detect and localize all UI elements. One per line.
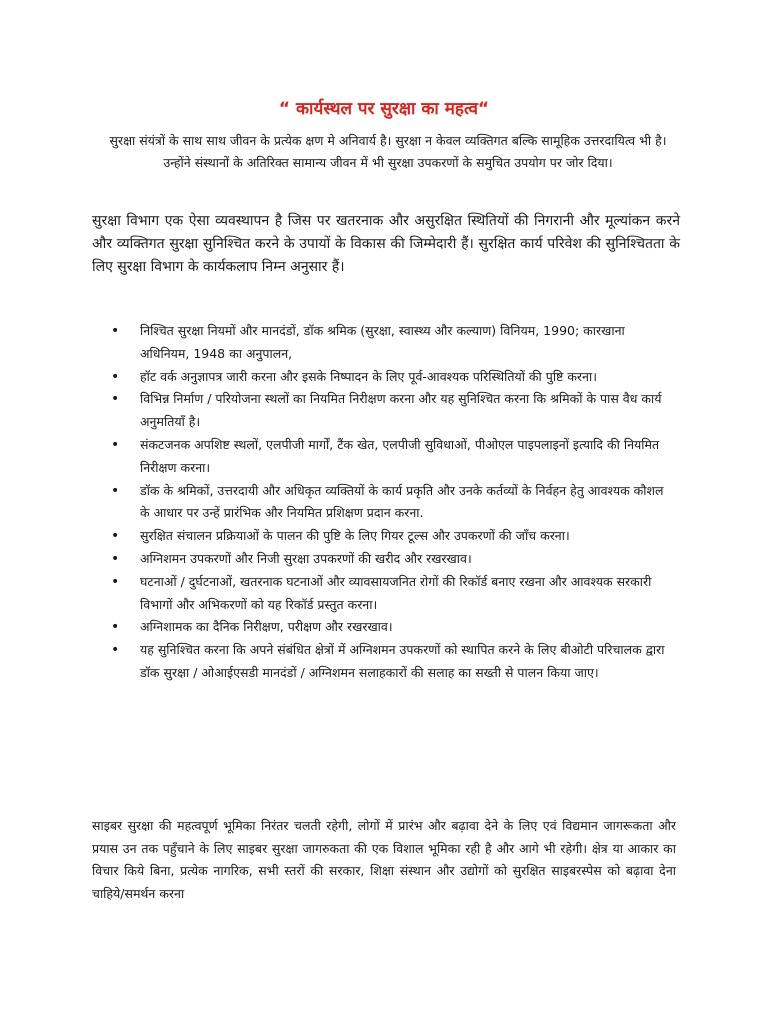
list-item	[111, 434, 671, 480]
safety-activities-list	[111, 320, 671, 685]
list-item-text: अग्निशमन उपकरणों और निजी सुरक्षा उपकरणों की खरीद और रखरखाव।	[140, 550, 472, 566]
list-item	[111, 548, 671, 571]
bullet-icon: •	[111, 573, 120, 590]
list-item-text: घटनाओं / दुर्घटनाओं, खतरनाक घटनाओं और व्यावसायजनित रोगों की रिकॉर्ड बनाए रखना और आवश्यक सरकारी विभागों और अभिकरणों को यह रिकॉर्ड प्रस्तुत करना।	[140, 573, 652, 612]
bullet-icon: •	[111, 642, 120, 659]
list-item-text: निश्चित सुरक्षा नियमों और मानदंडों, डॉक श्रमिक (सुरक्षा, स्वास्थ्य और कल्याण) विनियम, 1990; कारखाना अधिनियम, 1948 का अनुपालन,	[140, 323, 625, 361]
bullet-icon: •	[111, 436, 120, 453]
list-item	[111, 388, 671, 434]
bullet-icon: •	[111, 368, 120, 385]
cyber-security-paragraph: साइबर सुरक्षा की महत्वपूर्ण भूमिका निरंतर चलती रहेगी, लोगों में प्रारंभ और बढ़ावा देने के लिए एवं विद्यमान जागरूकता और प्रयास उन तक पहुँचाने के लिए साइबर सुरक्षा जागरुकता की एक विशाल भूमिका रही है और आगे भी रहेगी। क्षेत्र या आकार का विचार किये बिना, प्रत्येक नागरिक, सभी स्तरों की सरकार, शिक्षा संस्थान और उद्योगों को सुरक्षित साइबरस्पेस को बढ़ावा देना चाहिये/समर्थन करना	[92, 818, 676, 902]
bullet-icon: •	[111, 323, 120, 339]
bullet-icon: •	[111, 619, 120, 636]
list-item	[111, 525, 671, 548]
intro-paragraph: सुरक्षा संयंत्रों के साथ साथ जीवन के प्रत्येक क्षण मे अनिवार्य है। सुरक्षा न केवल व्यक्तिगत बल्कि सामूहिक उत्तरदायित्व भी है। उन्होंने संस्थानों के अतिरिक्त सामान्य जीवन में भी सुरक्षा उपकरणों के समुचित उपयोग पर जोर दिया।	[109, 133, 667, 170]
list-item-text: संकटजनक अपशिष्ट स्थलों, एलपीजी मार्गों, टैंक खेत, एलपीजी सुविधाओं, पीओएल पाइपलाइनों इत्यादि की नियमित निरीक्षण करना।	[140, 436, 660, 475]
list-item	[111, 616, 671, 639]
list-item	[111, 320, 671, 366]
list-item	[111, 366, 671, 389]
list-item-text: डॉक के श्रमिकों, उत्तरदायी और अधिकृत व्यक्तियों के कार्य प्रकृति और उनके कर्तव्यों के निर्वहन हेतु आवश्यक कौशल के आधार पर उन्हें प्रारंभिक और नियमित प्रशिक्षण प्रदान करना.	[140, 482, 664, 521]
document-title: “ कार्यस्थल पर सुरक्षा का महत्व“	[278, 99, 490, 119]
list-item-text: हॉट वर्क अनुज्ञापत्र जारी करना और इसके निष्पादन के लिए पूर्व-आवश्यक परिस्थितियों की पुष्टि करना।	[140, 368, 597, 384]
bullet-icon: •	[111, 550, 120, 567]
list-item-text: विभिन्न निर्माण / परियोजना स्थलों का नियमित निरीक्षण करना और यह सुनिश्चित करना कि श्रमिकों के पास वैध कार्य अनुमतियाँ है।	[140, 391, 662, 430]
safety-department-paragraph: सुरक्षा विभाग एक ऐसा व्यवस्थापन है जिस पर खतरनाक और असुरक्षित स्थितियों की निगरानी और मूल्यांकन करने और व्यक्तिगत सुरक्षा सुनिश्चित करने के उपायों के विकास की जिम्मेदारी हैं। सुरक्षित कार्य परिवेश की सुनिश्चितता के लिए सुरक्षा विभाग के कार्यकलाप निम्न अनुसार हैं।	[92, 213, 680, 275]
list-item-text: अग्निशामक का दैनिक निरीक्षण, परीक्षण और रखरखाव।	[140, 619, 393, 635]
bullet-icon: •	[111, 528, 120, 545]
bullet-icon: •	[111, 391, 120, 408]
list-item	[111, 480, 671, 526]
bullet-icon: •	[111, 482, 120, 499]
list-item	[111, 639, 671, 685]
list-item	[111, 571, 671, 617]
list-item-text: सुरक्षित संचालन प्रक्रियाओं के पालन की पुष्टि के लिए गियर टूल्स और उपकरणों की जाँच करना।	[140, 528, 570, 544]
list-item-text: यह सुनिश्चित करना कि अपने संबंधित क्षेत्रों में अग्निशमन उपकरणों को स्थापित करने के लिए बीओटी परिचालक द्वारा डॉक सुरक्षा / ओआईएसडी मानदंडों / अग्निशमन सलाहकारों की सलाह का सख्ती से पालन किया जाए।	[140, 642, 665, 680]
